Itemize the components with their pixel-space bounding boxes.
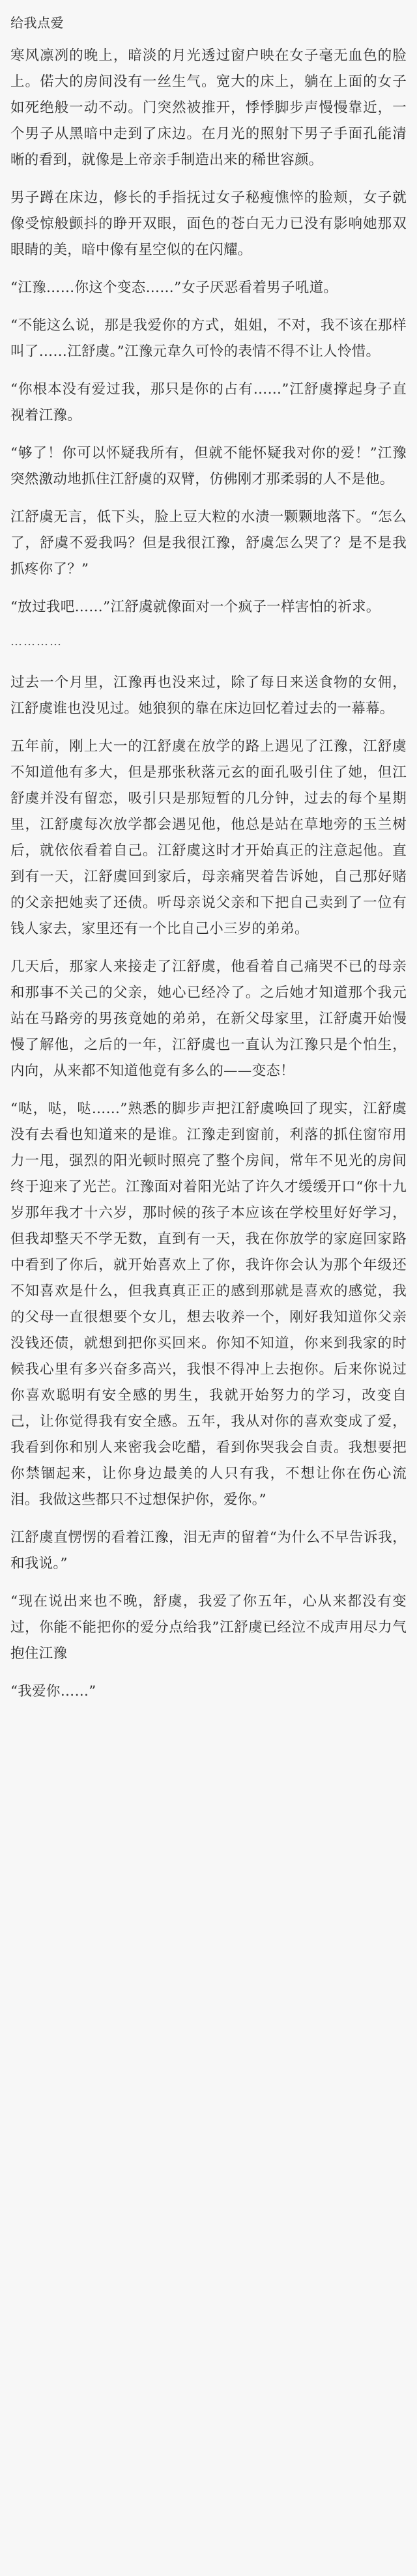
paragraph: 五年前，刚上大一的江舒虞在放学的路上遇见了江豫，江舒虞不知道他有多大，但是那张秋落元玄的面孔吸引住了她，但江舒虞并没有留恋，吸引只是那短暂的几分钟，过去的每个星期里，江舒虞每次放学都会遇见他，他总是站在草地旁的玉兰树后，就依依看着自己。江舒虞这时才开始真正的注意起他。直到有一天，江舒虞回到家后，母亲痛哭着告诉她，自己那好赌的父亲把她卖了还债。听母亲说父亲和下把自己卖到了一位有钱人家去，家里还有一个比自己小三岁的弟弟。: [10, 738, 407, 937]
section-separator: …………: [10, 635, 63, 648]
paragraph: “不能这么说，那是我爱你的方式，姐姐，不对，我不该在那样叫了……江舒虞。”江豫元韋久可怜的表情不得不让人怜惜。: [10, 317, 407, 360]
story-title: 给我点爱: [10, 15, 64, 31]
paragraph: “现在说出来也不晚，舒虞，我爱了你五年，心从来都没有变过，你能不能把你的爱分点给我”江舒虞已经泣不成声用尽力气抱住江豫: [10, 1593, 407, 1662]
paragraph: 江舒虞无言，低下头，脸上豆大粒的水渍一颗颗地落下。“怎么了，舒虞不爱我吗？但是我很江豫，舒虞怎么哭了？是不是我抓疼你了？”: [10, 509, 407, 577]
paragraph: 江舒虞直愣愣的看着江豫，泪无声的留着“为什么不早告诉我，和我说。”: [10, 1529, 407, 1572]
paragraph: 过去一个月里，江豫再也没来过，除了每日来送食物的女佣，江舒虞谁也没见过。她狼狈的靠在床边回忆着过去的一幕幕。: [10, 674, 407, 717]
paragraph: “哒，哒，哒……”熟悉的脚步声把江舒虞唤回了现实，江舒虞没有去看也知道来的是谁。江豫走到窗前，利落的抓住窗帘用力一甩，强烈的阳光顿时照亮了整个房间，常年不见光的房间终于迎来了光芒。江豫面对着阳光站了许久才缓缓开口“你十九岁那年我才十六岁，那时候的孩子本应该在学校里好好学习，但我却整天不学无数，直到有一天，我在你放学的家庭回家路中看到了你后，就开始喜欢上了你，我许你会认为那个年级还不知喜欢是什么，但我真真正正的感到那就是喜欢的感觉，我的父母一直很想要个女儿，想去收养一个，刚好我知道你父亲没钱还债，就想到把你买回来。你知不知道，你来到我家的时候我心里有多兴奋多高兴，我恨不得冲上去抱你。后来你说过你喜欢聪明有安全感的男生，我就开始努力的学习，改变自己，让你觉得我有安全感。五年，我从对你的喜欢变成了爱，我看到你和别人来密我会吃醋，看到你哭我会自责。我想要把你禁锢起来，让你身边最美的人只有我，不想让你在伤心流泪。我做这些都只不过想保护你，爱你。”: [10, 1101, 407, 1508]
paragraph: “够了！你可以怀疑我所有，但就不能怀疑我对你的爱！”江豫突然激动地抓住江舒虞的双臂，仿佛刚才那柔弱的人不是他。: [10, 445, 407, 487]
paragraph: 寒风凛冽的晚上，暗淡的月光透过窗户映在女子毫无血色的脸上。偌大的房间没有一丝生气。宽大的床上，躺在上面的女子如死绝般一动不动。门突然被推开，悸悸脚步声慢慢靠近，一个男子从黑暗中走到了床边。在月光的照射下男子手面孔能清晰的看到，就像是上帝亲手制造出来的稀世容颜。: [10, 48, 407, 168]
paragraph: “我爱你……”: [10, 1683, 96, 1700]
paragraph: 男子蹲在床边，修长的手指抚过女子秘瘦憔悴的脸颊，女子就像受惊般颤抖的睁开双眼，面色的苍白无力已没有影响她那双眼睛的美，暗中像有星空似的在闪耀。: [10, 190, 407, 258]
paragraph: “江豫……你这个变态……”女子厌恶看着男子吼道。: [10, 280, 338, 296]
paragraph: “放过我吧……”江舒虞就像面对一个疯子一样害怕的祈求。: [10, 599, 381, 615]
paragraph: 几天后，那家人来接走了江舒虞，他看着自己痛哭不已的母亲和那事不关己的父亲，她心已经冷了。之后她才知道那个我元站在马路旁的男孩竟她的弟弟，在新父母家里，江舒虞开始慢慢了解他，之后的一年，江舒虞也一直认为江豫只是个怕生，内向，从来都不知道他竟有多么的——变态！: [10, 959, 407, 1079]
paragraph: “你根本没有爱过我，那只是你的占有……”江舒虞撑起身子直视着江豫。: [10, 381, 407, 424]
